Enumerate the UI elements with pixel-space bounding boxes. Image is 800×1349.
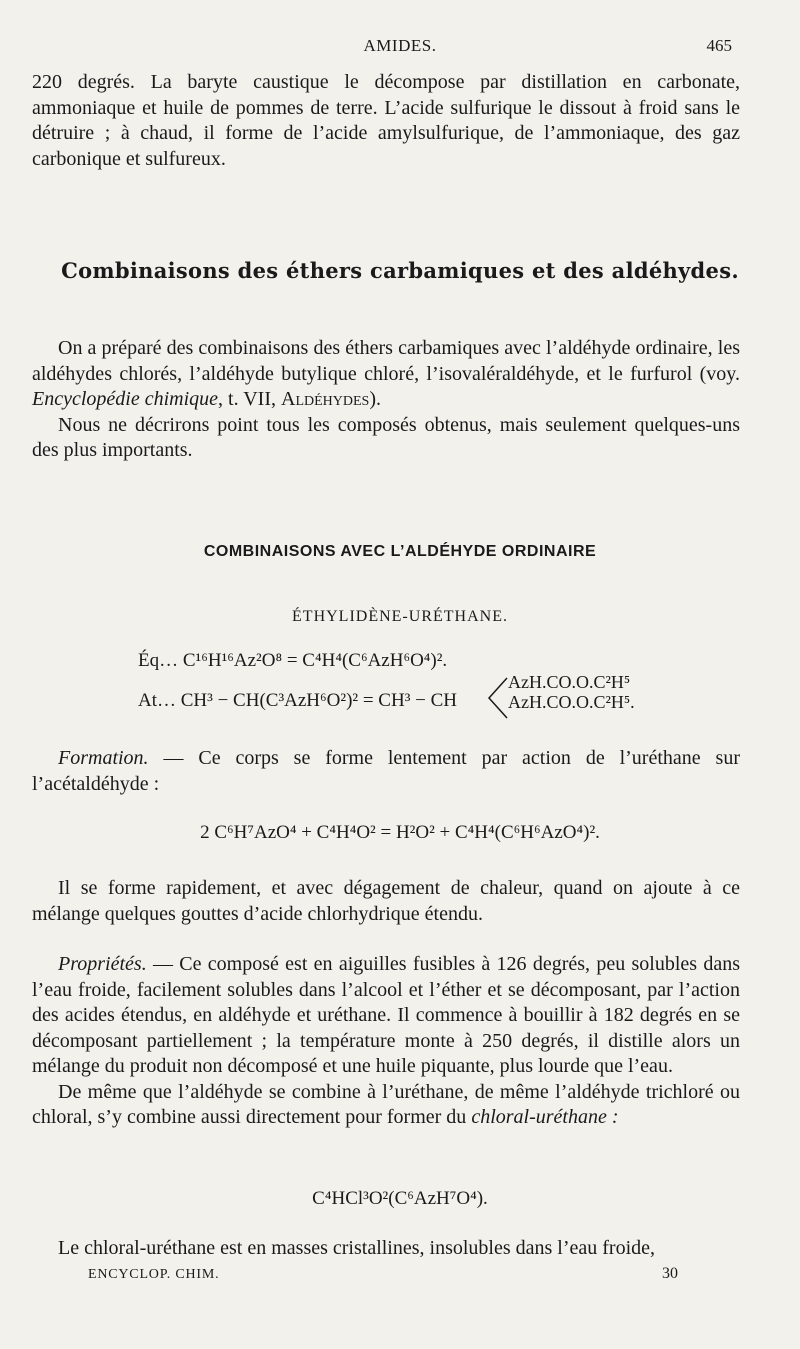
reference-title: Encyclopédie chimique [32,388,219,410]
page-header [0,36,800,60]
formation-text: — Ce corps se forme lentement par action de l’uréthane sur l’acétaldéhyde : [32,747,740,795]
preparation-paragraph [32,336,740,464]
last-text: Le chloral-uréthane est en masses cristallines, insolubles dans l’eau froide, [58,1237,656,1259]
atomic-formula: At… CH³ − CH(C³AzH⁶O²)² = CH³ − CH [138,690,458,711]
compound-name: ÉTHYLIDÈNE-URÉTHANE. [292,608,508,625]
atomic-branches [508,672,635,712]
running-title: AMIDES. [363,36,437,55]
intro-paragraph [32,70,740,172]
intro-text: 220 degrés. La baryte caustique le décompose par distillation en carbonate, ammoniaque et huile de pommes de terre. L’acide sulfurique le dissout à froid sans le détruire ; à chaud, il forme de l’acide amylsulfurique, de l’ammoniaque, des gaz carbonique et sulfureux. [32,71,740,170]
footer-signature: ENCYCLOP. CHIM. [88,1267,220,1282]
formation-equation: 2 C⁶H⁷AzO⁴ + C⁴H⁴O² = H²O² + C⁴H⁴(C⁶H⁶AzO⁴)². [200,822,600,843]
chloral-name: chloral-uréthane : [471,1106,619,1128]
formation-paragraph [32,746,740,797]
rapid-paragraph [32,876,740,927]
last-paragraph [32,1236,740,1262]
branch-bracket [485,674,509,722]
footer-sheet-number: 30 [662,1265,678,1282]
chloral-formula: C⁴HCl³O²(C⁶AzH⁷O⁴). [312,1188,488,1209]
reference-section: Aldéhydes [281,388,370,410]
chloral-text: De même que l’aldéhyde se combine à l’uréthane, de même l’aldéhyde trichloré ou chloral, s’y combine aussi directement pour former du [32,1080,740,1128]
formation-label: Formation. [58,747,149,769]
properties-label: Propriétés. [58,953,147,975]
properties-paragraph [32,952,740,1131]
branch-top: AzH.CO.O.C²H⁵ [508,672,631,692]
section-title: Combinaisons des éthers carbamiques et des aldéhydes. [61,258,739,283]
properties-text: — Ce composé est en aiguilles fusibles à 126 degrés, peu solubles dans l’eau froide, facilement solubles dans l’alcool et l’éther et se décomposant, par l’action des acides étendus, en aldéhyde et uréthane. Il commence à bouillir à 182 degrés en se décomposant partiellement ; la température monte à 250 degrés, il distille alors un mélange du produit non décomposé et une huile piquante, plus lourde que l’eau. [32,953,740,1077]
preparation-text: On a préparé des combinaisons des éthers carbamiques avec l’aldéhyde ordinaire, les aldéhydes chlorés, l’aldéhyde butylique chloré, l’isovaléraldéhyde, et le furfurol (voy. Encyclopédie chimique, t. VII, Aldéhydes). [32,337,740,410]
subheading: COMBINAISONS AVEC L’ALDÉHYDE ORDINAIRE [203,543,597,560]
nous-text: Nous ne décrirons point tous les composés obtenus, mais seulement quelques-uns des plus importants. [32,413,740,461]
page-number: 465 [706,36,732,55]
equivalent-formula: Éq… C¹⁶H¹⁶Az²O⁸ = C⁴H⁴(C⁶AzH⁶O⁴)². [138,650,448,671]
rapid-text: Il se forme rapidement, et avec dégagement de chaleur, quand on ajoute à ce mélange quelques gouttes d’acide chlorhydrique étendu. [32,877,740,925]
branch-bottom: AzH.CO.O.C²H⁵. [508,692,635,712]
